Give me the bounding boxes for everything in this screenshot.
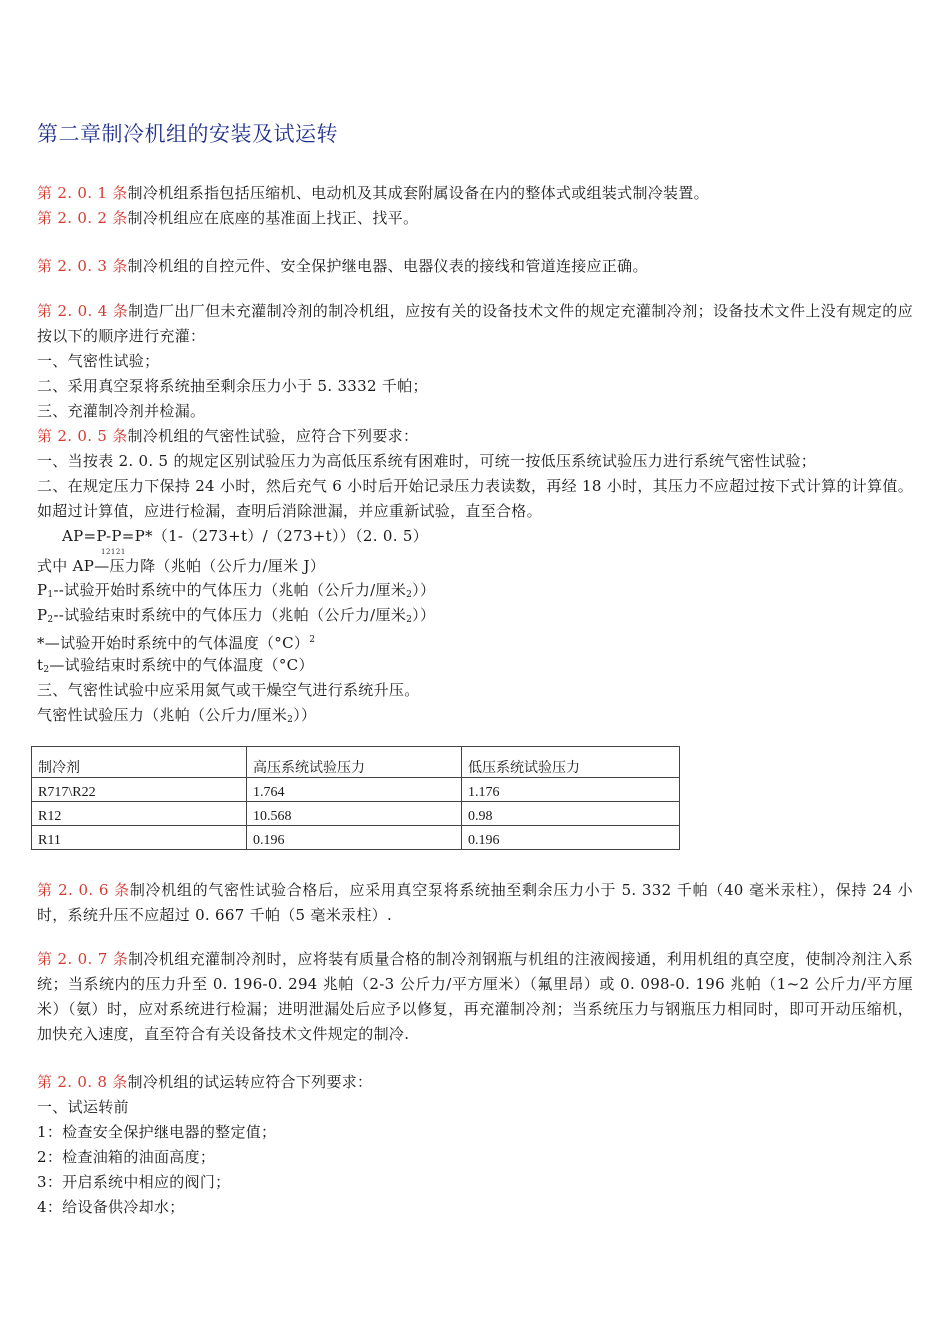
- list-item: 三、充灌制冷剂并检漏。: [37, 402, 206, 420]
- table-cell: 0.196: [462, 826, 680, 850]
- article-text: 制冷机组的试运转应符合下列要求：: [127, 1073, 373, 1091]
- list-item: 4：给设备供冷却水；: [37, 1198, 185, 1216]
- article-text: 制冷机组的气密性试验合格后，应采用真空泵将系统抽至剩余压力小于 5. 332 千帕（40 毫米汞柱），保持 24 小时，系统升压不应超过 0. 667 千帕（5 毫米汞柱）.: [37, 881, 913, 924]
- formula-subscripts: 12121: [101, 548, 126, 556]
- article-number: 第 2. 0. 7 条: [37, 950, 129, 968]
- article-2-0-6: [37, 878, 913, 928]
- list-item: 二、在规定压力下保持 24 小时，然后充气 6 小时后开始记录压力表读数，再经 18 小时，其压力不应超过按下式计算的计算值。如超过计算值，应进行检漏，查明后消除泄漏，并应重新试验，直至合格。: [37, 477, 913, 520]
- article-2-0-4: [37, 299, 913, 349]
- article-2-0-3: [37, 256, 648, 276]
- variable-p1: $P_1--$试验开始时系统中的气体压力（兆帕（公斤力/厘米$_2$））: [37, 581, 436, 600]
- table-cell: R12: [32, 802, 247, 826]
- table-header-row: [32, 747, 680, 778]
- article-2-0-1: [37, 183, 709, 203]
- table-caption: 气密性试验压力（兆帕（公斤力/厘米$_2$））: [37, 706, 317, 725]
- article-number: 第 2. 0. 2 条: [37, 209, 128, 227]
- list-item: 3：开启系统中相应的阀门；: [37, 1173, 231, 1191]
- article-number: 第 2. 0. 8 条: [37, 1073, 128, 1091]
- list-item: 一、气密性试验；: [37, 352, 160, 370]
- table-cell: 10.568: [247, 802, 462, 826]
- article-number: 第 2. 0. 6 条: [37, 881, 130, 899]
- table-header-cell: 制冷剂: [32, 747, 247, 778]
- list-item: 一、当按表 2. 0. 5 的规定区别试验压力为高低压系统有困难时，可统一按低压系统试验压力进行系统气密性试验；: [37, 452, 817, 470]
- article-text: 制冷机组的自控元件、安全保护继电器、电器仪表的接线和管道连接应正确。: [127, 257, 648, 275]
- variable-t1: *—试验开始时系统中的气体温度$(^\circ C)^2$: [37, 634, 316, 652]
- article-text: 制造厂出厂但未充灌制冷剂的制冷机组，应按有关的设备技术文件的规定充灌制冷剂；设备技术文件上没有规定的应按以下的顺序进行充灌：: [37, 302, 913, 345]
- table-row: [32, 778, 680, 802]
- table-cell: 1.764: [247, 778, 462, 802]
- article-number: 第 2. 0. 3 条: [37, 257, 128, 275]
- article-2-0-8: [37, 1072, 372, 1092]
- list-item: 1：检查安全保护继电器的整定值；: [37, 1123, 277, 1141]
- article-text: 制冷机组应在底座的基准面上找正、找平。: [127, 209, 419, 227]
- table-cell: R717\R22: [32, 778, 247, 802]
- chapter-title: 第二章制冷机组的安装及试运转: [37, 122, 338, 146]
- table-cell: 0.196: [247, 826, 462, 850]
- list-item: 二、采用真空泵将系统抽至剩余压力小于 5. 3332 千帕；: [37, 377, 428, 395]
- list-item: 三、气密性试验中应采用氮气或干燥空气进行系统升压。: [37, 681, 420, 699]
- table-row: [32, 802, 680, 826]
- formula-where: 式中 AP—压力降（兆帕（公斤力/厘米 J）: [37, 557, 326, 575]
- article-number: 第 2. 0. 1 条: [37, 184, 128, 202]
- table-cell: R11: [32, 826, 247, 850]
- article-2-0-7: [37, 947, 913, 1047]
- table-header-cell: 低压系统试验压力: [462, 747, 680, 778]
- article-number: 第 2. 0. 4 条: [37, 302, 129, 320]
- article-2-0-5: [37, 426, 418, 446]
- article-text: 制冷机组充灌制冷剂时，应将装有质量合格的制冷剂钢瓶与机组的注液阀接通，利用机组的真空度，使制冷剂注入系统；当系统内的压力升至 0. 196-0. 294 兆帕（2-3 公斤力/平方厘米）（氟里昂）或 0. 098-0. 196 兆帕（1~2 公斤力/平方厘米）（氨）时，应对系统进行检漏；进明泄漏处后应予以修复，再充灌制冷剂；当系统压力与钢瓶压力相同时，即可开动压缩机，加快充入速度，直至符合有关设备技术文件规定的制冷.: [37, 950, 913, 1043]
- table-row: [32, 826, 680, 850]
- list-item: 2：检查油箱的油面高度；: [37, 1148, 216, 1166]
- article-text: 制冷机组的气密性试验，应符合下列要求：: [127, 427, 419, 445]
- article-2-0-2: [37, 208, 418, 228]
- table-header-cell: 高压系统试验压力: [247, 747, 462, 778]
- formula: AP=P-P=P*（1-（273+t）/（273+t））（2. 0. 5）: [62, 527, 429, 545]
- table-cell: 1.176: [462, 778, 680, 802]
- article-number: 第 2. 0. 5 条: [37, 427, 128, 445]
- table-cell: 0.98: [462, 802, 680, 826]
- article-text: 制冷机组系指包括压缩机、电动机及其成套附属设备在内的整体式或组装式制冷装置。: [127, 184, 709, 202]
- pressure-table: [31, 746, 680, 850]
- list-item: 一、试运转前: [37, 1098, 129, 1116]
- variable-p2: $P_2--$试验结束时系统中的气体压力（兆帕（公斤力/厘米$_2$））: [37, 606, 436, 625]
- variable-t2: $t_2—$试验结束时系统中的气体温度（°C）: [37, 656, 314, 675]
